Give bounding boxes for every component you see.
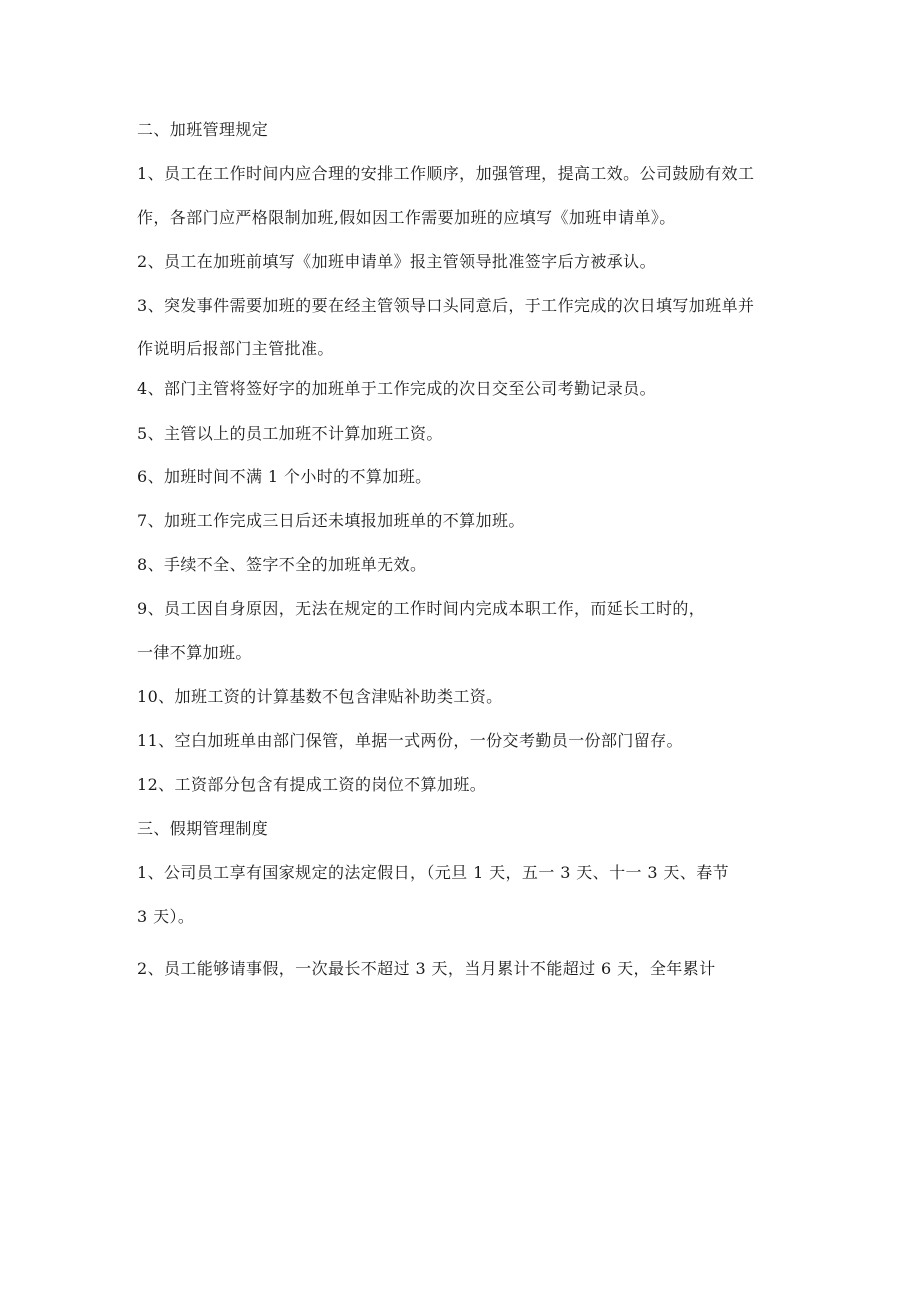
paragraph-line: 10、加班工资的计算基数不包含津贴补助类工资。 <box>137 687 503 706</box>
paragraph-line: 12、工资部分包含有提成工资的岗位不算加班。 <box>137 775 487 794</box>
paragraph-line: 2、员工能够请事假，一次最长不超过 3 天，当月累计不能超过 6 天，全年累计 <box>137 959 716 978</box>
paragraph-line: 8、手续不全、签字不全的加班单无效。 <box>137 555 427 574</box>
paragraph-line: 1、公司员工享有国家规定的法定假日，（元旦 1 天，五一 3 天、十一 3 天、春节 <box>137 863 730 882</box>
paragraph-line: 作说明后报部门主管批准。 <box>137 339 334 358</box>
section-heading-leave: 三、假期管理制度 <box>137 819 269 838</box>
paragraph-line: 作，各部门应严格限制加班,假如因工作需要加班的应填写《加班申请单》。 <box>137 208 676 227</box>
section-heading-overtime: 二、加班管理规定 <box>137 120 269 139</box>
paragraph-line: 7、加班工作完成三日后还未填报加班单的不算加班。 <box>137 511 525 530</box>
paragraph-line: 6、加班时间不满 1 个小时的不算加班。 <box>137 467 432 486</box>
paragraph-line: 9、员工因自身原因，无法在规定的工作时间内完成本职工作，而延长工时的， <box>137 599 706 618</box>
paragraph-line: 3 天）。 <box>137 907 195 926</box>
paragraph-line: 1、员工在工作时间内应合理的安排工作顺序，加强管理，提高工效。公司鼓励有效工 <box>137 164 755 183</box>
paragraph-line: 11、空白加班单由部门保管，单据一式两份，一份交考勤员一份部门留存。 <box>137 731 683 750</box>
paragraph-line: 3、突发事件需要加班的要在经主管领导口头同意后，于工作完成的次日填写加班单并 <box>137 296 755 315</box>
paragraph-line: 5、主管以上的员工加班不计算加班工资。 <box>137 424 443 443</box>
paragraph-line: 4、部门主管将签好字的加班单于工作完成的次日交至公司考勤记录员。 <box>137 379 656 398</box>
paragraph-line: 一律不算加班。 <box>137 643 252 662</box>
paragraph-line: 2、员工在加班前填写《加班申请单》报主管领导批准签字后方被承认。 <box>137 252 656 271</box>
